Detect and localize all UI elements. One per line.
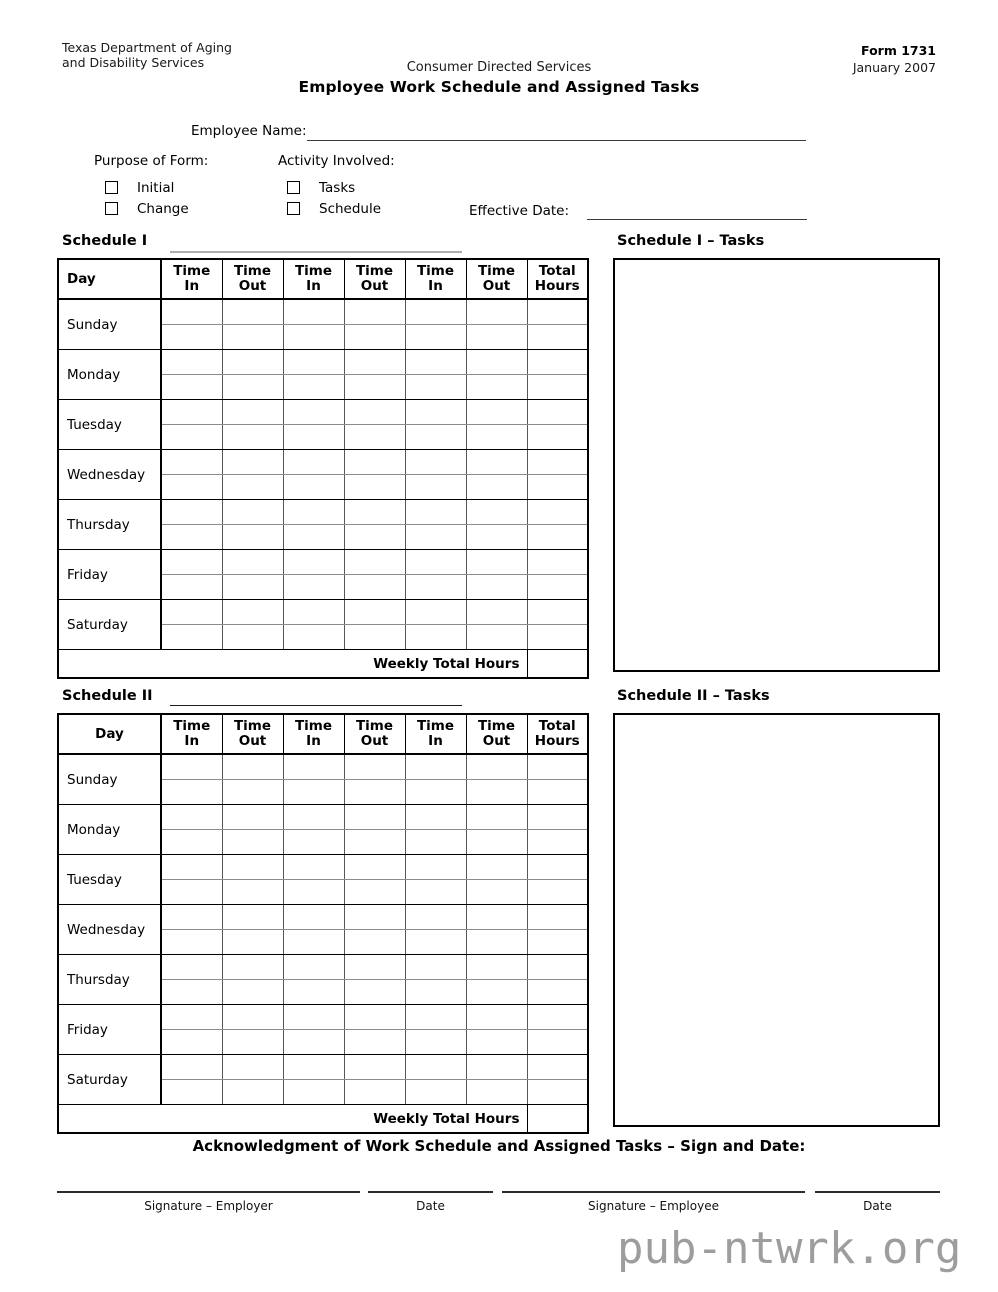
schedule-one-tasks-title: Schedule I – Tasks [617, 233, 765, 249]
effective-date-label: Effective Date: [469, 203, 570, 219]
cell-wednesday-total-a[interactable] [527, 450, 588, 475]
cell-monday-total-a[interactable] [527, 805, 588, 830]
checkbox-initial-label: Initial [137, 180, 175, 196]
cell-wednesday-total-b[interactable] [527, 930, 588, 955]
signature-employee-label: Signature – Employee [588, 1199, 719, 1213]
cell-sunday-total-a[interactable] [527, 299, 588, 325]
schedule-two-title: Schedule II [62, 688, 153, 704]
table-row [58, 450, 588, 475]
cell-friday-in3-a[interactable] [405, 1005, 466, 1030]
cell-monday-out2-a[interactable] [344, 805, 405, 830]
signature-employer-input[interactable] [57, 1191, 360, 1193]
cell-tuesday-in2-b[interactable] [283, 425, 344, 450]
day-label-saturday: Saturday [58, 600, 161, 650]
cell-tuesday-out2-a[interactable] [344, 855, 405, 880]
table-row [58, 350, 588, 375]
day-label-tuesday: Tuesday [58, 855, 161, 905]
cell-friday-total-b[interactable] [527, 575, 588, 600]
cell-sunday-in1-a[interactable] [161, 754, 222, 780]
table-row [58, 855, 588, 880]
agency-name-line1: Texas Department of Aging [62, 40, 232, 55]
date-employer-input[interactable] [368, 1191, 493, 1193]
cell-thursday-in3-b[interactable] [405, 980, 466, 1005]
cell-wednesday-total-b[interactable] [527, 475, 588, 500]
cell-wednesday-total-a[interactable] [527, 905, 588, 930]
cell-wednesday-out2-a[interactable] [344, 905, 405, 930]
weekly-total-label: Weekly Total Hours [58, 650, 527, 679]
cell-wednesday-out1-a[interactable] [222, 450, 283, 475]
cell-wednesday-out3-b[interactable] [466, 475, 527, 500]
column-header-day: Day [58, 714, 161, 754]
activity-involved-label: Activity Involved: [278, 153, 395, 169]
cell-saturday-in3-b[interactable] [405, 625, 466, 650]
table-row [58, 550, 588, 575]
cell-monday-out2-b[interactable] [344, 375, 405, 400]
cell-saturday-out3-a[interactable] [466, 1055, 527, 1080]
cell-saturday-out1-a[interactable] [222, 600, 283, 625]
cell-thursday-in1-a[interactable] [161, 955, 222, 980]
cell-thursday-out2-a[interactable] [344, 500, 405, 525]
cell-monday-in1-a[interactable] [161, 350, 222, 375]
column-header-time-in-3: Time In [405, 714, 466, 754]
cell-thursday-out3-a[interactable] [466, 955, 527, 980]
day-label-thursday: Thursday [58, 955, 161, 1005]
cell-monday-out1-a[interactable] [222, 805, 283, 830]
cell-saturday-total-a[interactable] [527, 1055, 588, 1080]
day-label-wednesday: Wednesday [58, 905, 161, 955]
cell-wednesday-in2-b[interactable] [283, 930, 344, 955]
cell-wednesday-out2-b[interactable] [344, 930, 405, 955]
cell-friday-in1-b[interactable] [161, 1030, 222, 1055]
cell-sunday-in1-b[interactable] [161, 780, 222, 805]
cell-wednesday-in3-a[interactable] [405, 905, 466, 930]
cell-saturday-out2-b[interactable] [344, 1080, 405, 1105]
cell-sunday-total-b[interactable] [527, 325, 588, 350]
cell-monday-total-b[interactable] [527, 830, 588, 855]
cell-sunday-out2-b[interactable] [344, 780, 405, 805]
day-label-saturday: Saturday [58, 1055, 161, 1105]
schedule-two-body [58, 754, 588, 1133]
cell-wednesday-out2-b[interactable] [344, 475, 405, 500]
cell-wednesday-in1-b[interactable] [161, 475, 222, 500]
checkbox-tasks[interactable] [287, 181, 300, 194]
cell-sunday-out2-b[interactable] [344, 325, 405, 350]
cell-saturday-in1-a[interactable] [161, 1055, 222, 1080]
checkbox-change-label: Change [137, 201, 189, 217]
cell-saturday-out1-b[interactable] [222, 625, 283, 650]
cell-friday-out2-b[interactable] [344, 575, 405, 600]
signature-employee-input[interactable] [502, 1191, 805, 1193]
cell-tuesday-in1-b[interactable] [161, 880, 222, 905]
agency-name-line2: and Disability Services [62, 55, 205, 70]
cell-wednesday-out3-b[interactable] [466, 930, 527, 955]
cell-thursday-in1-b[interactable] [161, 525, 222, 550]
column-header-time-in-2: Time In [283, 259, 344, 299]
table-row [58, 600, 588, 625]
column-header-total-hours: Total Hours [527, 259, 588, 299]
cell-tuesday-total-b[interactable] [527, 880, 588, 905]
cell-friday-in1-a[interactable] [161, 550, 222, 575]
cell-wednesday-in3-a[interactable] [405, 450, 466, 475]
cell-sunday-out2-a[interactable] [344, 754, 405, 780]
cell-wednesday-out3-a[interactable] [466, 905, 527, 930]
cell-monday-in2-b[interactable] [283, 375, 344, 400]
cell-tuesday-total-a[interactable] [527, 855, 588, 880]
form-number: Form 1731 [861, 43, 936, 58]
cell-monday-in1-b[interactable] [161, 830, 222, 855]
cell-sunday-in3-a[interactable] [405, 754, 466, 780]
schedule-two-tasks-box[interactable] [613, 713, 940, 1127]
cell-sunday-out1-b[interactable] [222, 325, 283, 350]
cell-thursday-total-a[interactable] [527, 500, 588, 525]
cell-wednesday-in3-b[interactable] [405, 930, 466, 955]
cell-monday-out2-a[interactable] [344, 350, 405, 375]
cell-wednesday-out1-b[interactable] [222, 475, 283, 500]
cell-sunday-in1-a[interactable] [161, 299, 222, 325]
weekly-total-value[interactable] [527, 1105, 588, 1134]
cell-sunday-in3-b[interactable] [405, 325, 466, 350]
schedule-one-title: Schedule I [62, 233, 148, 249]
cell-sunday-in2-a[interactable] [283, 754, 344, 780]
column-header-day: Day [58, 259, 161, 299]
employee-name-input[interactable] [307, 140, 806, 141]
cell-monday-total-b[interactable] [527, 375, 588, 400]
cell-tuesday-total-b[interactable] [527, 425, 588, 450]
cell-saturday-in2-b[interactable] [283, 625, 344, 650]
cell-friday-in1-a[interactable] [161, 1005, 222, 1030]
table-row [58, 955, 588, 980]
cell-saturday-total-b[interactable] [527, 1080, 588, 1105]
cell-sunday-in2-b[interactable] [283, 780, 344, 805]
day-label-monday: Monday [58, 350, 161, 400]
schedule-one-body [58, 299, 588, 678]
cell-monday-in1-b[interactable] [161, 375, 222, 400]
cell-thursday-in2-a[interactable] [283, 500, 344, 525]
cell-saturday-out3-a[interactable] [466, 600, 527, 625]
signature-employer-label: Signature – Employer [144, 1199, 273, 1213]
cell-friday-total-a[interactable] [527, 550, 588, 575]
purpose-of-form-label: Purpose of Form: [94, 153, 209, 169]
cell-wednesday-in1-b[interactable] [161, 930, 222, 955]
cell-tuesday-in2-a[interactable] [283, 855, 344, 880]
cell-monday-out1-b[interactable] [222, 375, 283, 400]
table-row [58, 1005, 588, 1030]
cell-tuesday-out2-a[interactable] [344, 400, 405, 425]
weekly-total-value[interactable] [527, 650, 588, 679]
cell-thursday-out2-b[interactable] [344, 980, 405, 1005]
cell-monday-in3-a[interactable] [405, 805, 466, 830]
day-label-tuesday: Tuesday [58, 400, 161, 450]
cell-thursday-out2-b[interactable] [344, 525, 405, 550]
cell-thursday-in3-b[interactable] [405, 525, 466, 550]
cell-sunday-in2-b[interactable] [283, 325, 344, 350]
cell-thursday-in1-a[interactable] [161, 500, 222, 525]
cell-wednesday-out1-b[interactable] [222, 930, 283, 955]
cell-sunday-in2-a[interactable] [283, 299, 344, 325]
cell-monday-out2-b[interactable] [344, 830, 405, 855]
cell-friday-total-a[interactable] [527, 1005, 588, 1030]
cell-friday-out3-a[interactable] [466, 1005, 527, 1030]
cell-thursday-out1-a[interactable] [222, 500, 283, 525]
cell-thursday-in2-b[interactable] [283, 980, 344, 1005]
cell-tuesday-in3-a[interactable] [405, 855, 466, 880]
cell-friday-in2-b[interactable] [283, 1030, 344, 1055]
day-label-sunday: Sunday [58, 754, 161, 805]
cell-saturday-in2-b[interactable] [283, 1080, 344, 1105]
cell-monday-in2-a[interactable] [283, 805, 344, 830]
cell-monday-out1-b[interactable] [222, 830, 283, 855]
cell-saturday-total-a[interactable] [527, 600, 588, 625]
cell-saturday-in3-b[interactable] [405, 1080, 466, 1105]
table-row [58, 400, 588, 425]
checkbox-schedule[interactable] [287, 202, 300, 215]
cell-sunday-in3-b[interactable] [405, 780, 466, 805]
cell-saturday-out2-a[interactable] [344, 600, 405, 625]
cell-thursday-total-b[interactable] [527, 525, 588, 550]
schedule-one-tasks-box[interactable] [613, 258, 940, 672]
cell-friday-out1-b[interactable] [222, 1030, 283, 1055]
schedule-two-tasks-title: Schedule II – Tasks [617, 688, 770, 704]
cell-tuesday-out1-a[interactable] [222, 855, 283, 880]
cell-monday-out3-b[interactable] [466, 375, 527, 400]
cell-monday-out3-a[interactable] [466, 350, 527, 375]
weekly-total-label: Weekly Total Hours [58, 1105, 527, 1134]
column-header-time-in-1: Time In [161, 259, 222, 299]
program-name: Consumer Directed Services [406, 60, 592, 75]
cell-sunday-out1-a[interactable] [222, 299, 283, 325]
day-label-friday: Friday [58, 1005, 161, 1055]
table-row [58, 754, 588, 780]
cell-wednesday-out3-a[interactable] [466, 450, 527, 475]
table-row [58, 1055, 588, 1080]
cell-friday-out3-b[interactable] [466, 1030, 527, 1055]
cell-thursday-in3-a[interactable] [405, 500, 466, 525]
cell-sunday-in1-b[interactable] [161, 325, 222, 350]
cell-saturday-out1-a[interactable] [222, 1055, 283, 1080]
cell-tuesday-in1-a[interactable] [161, 400, 222, 425]
cell-wednesday-in3-b[interactable] [405, 475, 466, 500]
effective-date-input[interactable] [587, 219, 807, 220]
cell-thursday-in1-b[interactable] [161, 980, 222, 1005]
cell-saturday-total-b[interactable] [527, 625, 588, 650]
cell-friday-out1-a[interactable] [222, 550, 283, 575]
schedule-one-header-row [58, 259, 588, 299]
cell-wednesday-in1-a[interactable] [161, 450, 222, 475]
column-header-total-hours: Total Hours [527, 714, 588, 754]
cell-friday-in3-b[interactable] [405, 1030, 466, 1055]
cell-saturday-out1-b[interactable] [222, 1080, 283, 1105]
column-header-time-out-3: Time Out [466, 259, 527, 299]
day-label-thursday: Thursday [58, 500, 161, 550]
cell-sunday-total-a[interactable] [527, 754, 588, 780]
cell-saturday-in3-a[interactable] [405, 1055, 466, 1080]
cell-wednesday-out2-a[interactable] [344, 450, 405, 475]
table-row [58, 805, 588, 830]
cell-tuesday-out3-a[interactable] [466, 400, 527, 425]
cell-tuesday-in2-a[interactable] [283, 400, 344, 425]
cell-saturday-out3-b[interactable] [466, 1080, 527, 1105]
page-title: Employee Work Schedule and Assigned Tasks [298, 78, 700, 96]
cell-tuesday-in3-b[interactable] [405, 880, 466, 905]
cell-thursday-in2-a[interactable] [283, 955, 344, 980]
cell-sunday-in3-a[interactable] [405, 299, 466, 325]
table-row [58, 905, 588, 930]
cell-wednesday-in1-a[interactable] [161, 905, 222, 930]
cell-thursday-out1-a[interactable] [222, 955, 283, 980]
cell-monday-out3-b[interactable] [466, 830, 527, 855]
cell-friday-out2-a[interactable] [344, 550, 405, 575]
cell-thursday-out2-a[interactable] [344, 955, 405, 980]
employee-name-label: Employee Name: [191, 123, 307, 139]
cell-tuesday-out3-b[interactable] [466, 880, 527, 905]
cell-tuesday-out1-b[interactable] [222, 425, 283, 450]
cell-wednesday-in2-a[interactable] [283, 905, 344, 930]
day-label-friday: Friday [58, 550, 161, 600]
date-employee-input[interactable] [815, 1191, 940, 1193]
cell-tuesday-in3-a[interactable] [405, 400, 466, 425]
column-header-time-out-3: Time Out [466, 714, 527, 754]
checkbox-change[interactable] [105, 202, 118, 215]
column-header-time-out-2: Time Out [344, 714, 405, 754]
schedule-two-table [57, 713, 589, 1134]
cell-tuesday-out3-b[interactable] [466, 425, 527, 450]
cell-saturday-out2-b[interactable] [344, 625, 405, 650]
cell-sunday-out1-a[interactable] [222, 754, 283, 780]
cell-saturday-in1-a[interactable] [161, 600, 222, 625]
cell-saturday-in3-a[interactable] [405, 600, 466, 625]
cell-saturday-in1-b[interactable] [161, 1080, 222, 1105]
column-header-time-in-1: Time In [161, 714, 222, 754]
column-header-time-out-2: Time Out [344, 259, 405, 299]
cell-friday-out2-a[interactable] [344, 1005, 405, 1030]
cell-wednesday-in2-b[interactable] [283, 475, 344, 500]
column-header-time-in-3: Time In [405, 259, 466, 299]
checkbox-tasks-label: Tasks [319, 180, 356, 196]
cell-sunday-out3-b[interactable] [466, 325, 527, 350]
cell-tuesday-in2-b[interactable] [283, 880, 344, 905]
cell-monday-in3-b[interactable] [405, 830, 466, 855]
cell-friday-total-b[interactable] [527, 1030, 588, 1055]
cell-tuesday-in1-a[interactable] [161, 855, 222, 880]
date-employer-label: Date [416, 1199, 445, 1213]
cell-monday-in3-a[interactable] [405, 350, 466, 375]
cell-friday-out1-b[interactable] [222, 575, 283, 600]
watermark: pub-ntwrk.org [617, 1223, 962, 1274]
cell-tuesday-total-a[interactable] [527, 400, 588, 425]
cell-saturday-in1-b[interactable] [161, 625, 222, 650]
form-revision-date: January 2007 [852, 60, 936, 75]
cell-thursday-total-a[interactable] [527, 955, 588, 980]
cell-saturday-in2-a[interactable] [283, 1055, 344, 1080]
cell-tuesday-out2-b[interactable] [344, 880, 405, 905]
column-header-time-in-2: Time In [283, 714, 344, 754]
cell-wednesday-in2-a[interactable] [283, 450, 344, 475]
cell-friday-out2-b[interactable] [344, 1030, 405, 1055]
day-label-wednesday: Wednesday [58, 450, 161, 500]
cell-monday-in2-b[interactable] [283, 830, 344, 855]
date-employee-label: Date [863, 1199, 892, 1213]
table-row [58, 299, 588, 325]
cell-tuesday-out1-b[interactable] [222, 880, 283, 905]
cell-monday-in3-b[interactable] [405, 375, 466, 400]
cell-saturday-out2-a[interactable] [344, 1055, 405, 1080]
cell-tuesday-out3-a[interactable] [466, 855, 527, 880]
cell-friday-out1-a[interactable] [222, 1005, 283, 1030]
cell-thursday-out3-a[interactable] [466, 500, 527, 525]
cell-friday-in2-a[interactable] [283, 1005, 344, 1030]
schedule-two-header-row [58, 714, 588, 754]
cell-friday-out3-a[interactable] [466, 550, 527, 575]
cell-wednesday-out1-a[interactable] [222, 905, 283, 930]
cell-tuesday-in3-b[interactable] [405, 425, 466, 450]
cell-sunday-out3-a[interactable] [466, 754, 527, 780]
cell-thursday-out3-b[interactable] [466, 980, 527, 1005]
cell-friday-in1-b[interactable] [161, 575, 222, 600]
cell-friday-in2-b[interactable] [283, 575, 344, 600]
agency-name [62, 40, 232, 70]
cell-sunday-out2-a[interactable] [344, 299, 405, 325]
cell-tuesday-out2-b[interactable] [344, 425, 405, 450]
cell-thursday-out1-b[interactable] [222, 980, 283, 1005]
schedule-one-name-input[interactable] [170, 251, 462, 253]
checkbox-initial[interactable] [105, 181, 118, 194]
cell-thursday-total-b[interactable] [527, 980, 588, 1005]
column-header-time-out-1: Time Out [222, 259, 283, 299]
cell-tuesday-out1-a[interactable] [222, 400, 283, 425]
cell-thursday-in3-a[interactable] [405, 955, 466, 980]
cell-monday-in1-a[interactable] [161, 805, 222, 830]
cell-thursday-in2-b[interactable] [283, 525, 344, 550]
day-label-sunday: Sunday [58, 299, 161, 350]
schedule-two-name-input[interactable] [170, 705, 462, 706]
cell-sunday-total-b[interactable] [527, 780, 588, 805]
cell-saturday-in2-a[interactable] [283, 600, 344, 625]
cell-thursday-out1-b[interactable] [222, 525, 283, 550]
cell-monday-out1-a[interactable] [222, 350, 283, 375]
cell-tuesday-in1-b[interactable] [161, 425, 222, 450]
cell-sunday-out3-a[interactable] [466, 299, 527, 325]
cell-sunday-out3-b[interactable] [466, 780, 527, 805]
cell-thursday-out3-b[interactable] [466, 525, 527, 550]
cell-monday-in2-a[interactable] [283, 350, 344, 375]
weekly-total-row [58, 650, 588, 679]
weekly-total-row [58, 1105, 588, 1134]
table-row [58, 500, 588, 525]
cell-friday-out3-b[interactable] [466, 575, 527, 600]
cell-friday-in3-b[interactable] [405, 575, 466, 600]
column-header-time-out-1: Time Out [222, 714, 283, 754]
cell-monday-out3-a[interactable] [466, 805, 527, 830]
day-label-monday: Monday [58, 805, 161, 855]
acknowledgment-title: Acknowledgment of Work Schedule and Assigned Tasks – Sign and Date: [192, 1137, 806, 1155]
cell-friday-in3-a[interactable] [405, 550, 466, 575]
cell-monday-total-a[interactable] [527, 350, 588, 375]
schedule-one-table [57, 258, 589, 679]
cell-saturday-out3-b[interactable] [466, 625, 527, 650]
checkbox-schedule-label: Schedule [319, 201, 382, 217]
cell-sunday-out1-b[interactable] [222, 780, 283, 805]
cell-friday-in2-a[interactable] [283, 550, 344, 575]
